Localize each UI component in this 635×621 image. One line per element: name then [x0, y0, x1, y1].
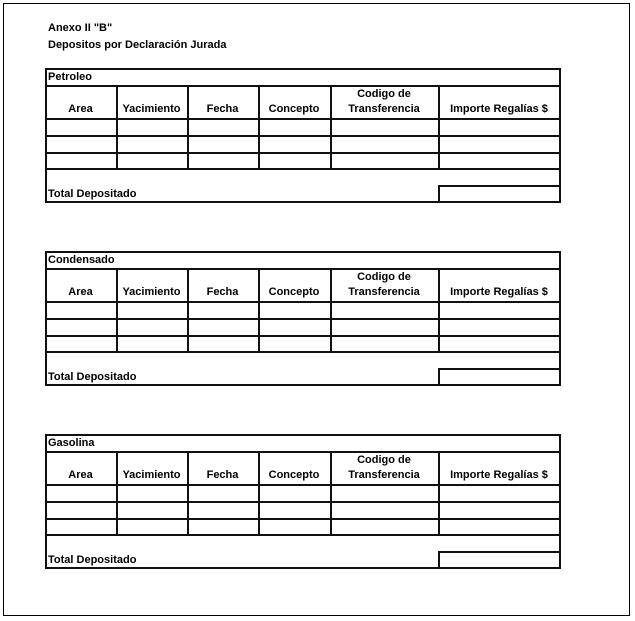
section-title: Petroleo [48, 71, 93, 83]
table-border [438, 451, 440, 536]
table-border [187, 85, 189, 170]
section-gasolina [45, 434, 561, 568]
table-cell[interactable] [261, 138, 328, 151]
document-title: Anexo II "B" [48, 22, 113, 34]
table-border [438, 551, 440, 569]
total-value-field[interactable] [442, 554, 552, 567]
table-border [438, 368, 561, 370]
table-cell[interactable] [441, 338, 558, 351]
total-value-field[interactable] [442, 188, 552, 201]
table-border [187, 451, 189, 536]
column-header: Area [68, 286, 93, 298]
table-border [45, 335, 561, 337]
total-label: Total Depositado [48, 371, 137, 383]
column-header: Area [68, 469, 93, 481]
table-cell[interactable] [190, 121, 256, 134]
table-cell[interactable] [119, 321, 185, 334]
table-border [45, 434, 47, 569]
section-title: Condensado [48, 254, 115, 266]
table-cell[interactable] [119, 138, 185, 151]
column-header: Transferencia [348, 469, 420, 481]
table-cell[interactable] [119, 338, 185, 351]
total-label: Total Depositado [48, 188, 137, 200]
table-cell[interactable] [441, 321, 558, 334]
table-cell[interactable] [48, 521, 114, 534]
table-cell[interactable] [48, 338, 114, 351]
column-header: Fecha [206, 286, 239, 298]
table-border [45, 68, 47, 203]
column-header: Transferencia [348, 286, 420, 298]
section-condensado [45, 251, 561, 385]
table-cell[interactable] [441, 155, 558, 168]
table-border [45, 384, 561, 386]
column-header-line1: Codigo de [357, 454, 411, 466]
table-border [559, 68, 561, 203]
table-cell[interactable] [261, 504, 328, 517]
table-cell[interactable] [119, 121, 185, 134]
table-border [438, 268, 440, 353]
table-cell[interactable] [261, 304, 328, 317]
table-border [45, 451, 561, 453]
table-cell[interactable] [261, 121, 328, 134]
table-border [45, 567, 561, 569]
table-cell[interactable] [441, 138, 558, 151]
table-border [559, 434, 561, 569]
table-cell[interactable] [333, 121, 436, 134]
column-header: Fecha [206, 103, 239, 115]
table-cell[interactable] [441, 121, 558, 134]
table-cell[interactable] [261, 155, 328, 168]
table-cell[interactable] [48, 138, 114, 151]
column-header: Concepto [268, 286, 320, 298]
table-cell[interactable] [441, 487, 558, 500]
table-cell[interactable] [190, 338, 256, 351]
table-border [45, 301, 561, 303]
table-border [116, 268, 118, 353]
table-border [258, 268, 260, 353]
table-cell[interactable] [261, 521, 328, 534]
column-header: Concepto [268, 469, 320, 481]
table-cell[interactable] [190, 521, 256, 534]
column-header: Importe Regalías $ [450, 469, 548, 481]
table-border [187, 268, 189, 353]
table-cell[interactable] [190, 487, 256, 500]
table-cell[interactable] [119, 521, 185, 534]
table-border [45, 251, 561, 253]
section-petroleo [45, 68, 561, 202]
table-cell[interactable] [48, 321, 114, 334]
table-border [438, 85, 440, 170]
table-border [438, 551, 561, 553]
table-cell[interactable] [333, 155, 436, 168]
table-border [559, 251, 561, 386]
table-cell[interactable] [333, 338, 436, 351]
table-border [258, 85, 260, 170]
column-header: Concepto [268, 103, 320, 115]
table-border [45, 534, 561, 536]
table-border [45, 251, 47, 386]
column-header: Importe Regalías $ [450, 103, 548, 115]
table-cell[interactable] [441, 504, 558, 517]
table-border [45, 68, 561, 70]
document-subtitle: Depositos por Declaración Jurada [48, 39, 227, 51]
table-cell[interactable] [441, 304, 558, 317]
column-header: Yacimiento [122, 286, 181, 298]
table-cell[interactable] [261, 338, 328, 351]
table-cell[interactable] [333, 138, 436, 151]
column-header: Yacimiento [122, 469, 181, 481]
table-border [45, 85, 561, 87]
column-header-line1: Codigo de [357, 271, 411, 283]
table-cell[interactable] [48, 121, 114, 134]
table-cell[interactable] [333, 304, 436, 317]
table-border [45, 484, 561, 486]
column-header: Area [68, 103, 93, 115]
table-cell[interactable] [119, 504, 185, 517]
table-cell[interactable] [190, 504, 256, 517]
table-border [45, 518, 561, 520]
table-border [258, 451, 260, 536]
table-cell[interactable] [48, 504, 114, 517]
table-border [45, 318, 561, 320]
section-title: Gasolina [48, 437, 95, 449]
table-border [45, 168, 561, 170]
column-header: Transferencia [348, 103, 420, 115]
table-border [45, 268, 561, 270]
column-header: Importe Regalías $ [450, 286, 548, 298]
table-cell[interactable] [333, 504, 436, 517]
table-cell[interactable] [333, 521, 436, 534]
total-label: Total Depositado [48, 554, 137, 566]
table-border [438, 185, 561, 187]
table-cell[interactable] [261, 321, 328, 334]
column-header-line1: Codigo de [357, 88, 411, 100]
table-border [116, 85, 118, 170]
table-cell[interactable] [119, 487, 185, 500]
table-border [45, 501, 561, 503]
table-cell[interactable] [119, 155, 185, 168]
table-cell[interactable] [48, 487, 114, 500]
table-cell[interactable] [261, 487, 328, 500]
table-border [45, 118, 561, 120]
table-cell[interactable] [333, 487, 436, 500]
table-cell[interactable] [333, 321, 436, 334]
table-border [45, 135, 561, 137]
table-border [45, 201, 561, 203]
table-cell[interactable] [48, 155, 114, 168]
table-cell[interactable] [441, 521, 558, 534]
table-cell[interactable] [119, 304, 185, 317]
table-cell[interactable] [190, 304, 256, 317]
table-border [116, 451, 118, 536]
table-border [45, 434, 561, 436]
table-border [45, 152, 561, 154]
table-cell[interactable] [190, 321, 256, 334]
column-header: Yacimiento [122, 103, 181, 115]
table-cell[interactable] [190, 155, 256, 168]
column-header: Fecha [206, 469, 239, 481]
table-border [45, 351, 561, 353]
table-cell[interactable] [48, 304, 114, 317]
table-border [438, 185, 440, 203]
table-border [438, 368, 440, 386]
table-cell[interactable] [190, 138, 256, 151]
total-value-field[interactable] [442, 371, 552, 384]
